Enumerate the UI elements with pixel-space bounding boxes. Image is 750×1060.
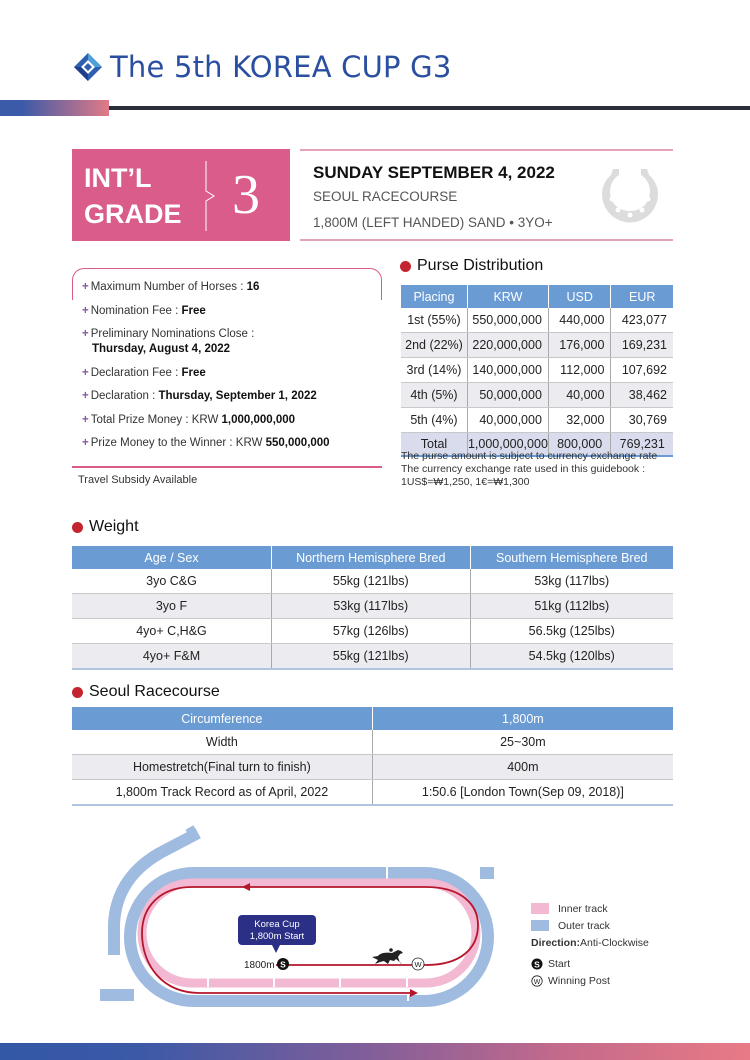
page-header (72, 50, 451, 84)
table-cell: 53kg (117lbs) (271, 594, 470, 619)
purse-heading-text: Purse Distribution (417, 257, 544, 274)
winning-post-icon (531, 975, 543, 987)
table-cell: 53kg (117lbs) (470, 569, 673, 594)
bracket-divider-icon (204, 161, 216, 231)
table-row (72, 594, 673, 619)
purse-notes (401, 450, 657, 489)
table-cell: 38,462 (611, 383, 673, 408)
outer-track-extension (100, 989, 135, 1001)
purse-table (401, 285, 673, 457)
table-row (401, 383, 673, 408)
racecourse-heading (72, 683, 220, 701)
track-map (100, 825, 520, 1015)
table-row (72, 780, 673, 806)
condition-item: + Preliminary Nominations Close : Thursday, August 4, 2022 (82, 328, 255, 355)
condition-item: + Prize Money to the Winner : KRW 550,000,000 (82, 437, 330, 449)
horse-icon (372, 948, 403, 964)
diamond-logo-icon (72, 51, 104, 83)
table-cell: Width (72, 730, 372, 755)
horseshoe-icon (599, 165, 661, 223)
legend-item (531, 900, 649, 917)
race-distance: 1,800M (LEFT HANDED) SAND • 3YO+ (313, 215, 553, 230)
table-row (72, 755, 673, 780)
legend-item (531, 955, 649, 972)
column-header: USD (548, 285, 611, 308)
racecourse-table (72, 707, 673, 806)
purse-heading (400, 257, 543, 275)
bullet-dot-icon (72, 522, 83, 533)
table-cell: 4th (5%) (401, 383, 467, 408)
table-cell: 4yo+ F&M (72, 644, 271, 670)
table-cell: Homestretch(Final turn to finish) (72, 755, 372, 780)
table-cell: 57kg (126lbs) (271, 619, 470, 644)
bullet-dot-icon (400, 261, 411, 272)
table-cell: 55kg (121lbs) (271, 644, 470, 670)
track-legend (531, 900, 649, 989)
weight-heading (72, 518, 139, 536)
table-cell: 1:50.6 [London Town(Sep 09, 2018)] (372, 780, 673, 806)
legend-label: Inner track (558, 902, 608, 915)
table-cell: 140,000,000 (467, 358, 548, 383)
purse-note: The purse amount is subject to currency exchange rate (401, 450, 658, 462)
outer-track-extension (480, 867, 494, 879)
table-cell: 1,800m Track Record as of April, 2022 (72, 780, 372, 806)
header-divider (109, 106, 750, 110)
table-cell: 2nd (22%) (401, 333, 467, 358)
column-header: EUR (611, 285, 673, 308)
bullet-dot-icon (72, 687, 83, 698)
table-cell: 1,000,000,000 (467, 433, 548, 457)
column-header: 1,800m (372, 707, 673, 730)
racecourse-heading-text: Seoul Racecourse (89, 683, 220, 700)
table-cell: 769,231 (611, 433, 673, 457)
table-header-row (401, 285, 673, 308)
weight-heading-text: Weight (89, 518, 139, 535)
table-cell: 3yo F (72, 594, 271, 619)
start-marker-symbol: S (280, 959, 286, 970)
column-header: KRW (467, 285, 548, 308)
callout-line1: Korea Cup (254, 919, 300, 930)
table-cell: 30,769 (611, 408, 673, 433)
table-cell: 55kg (121lbs) (271, 569, 470, 594)
exchange-rate-note: 1US$=₩1,250, 1€=₩1,300 (401, 476, 530, 488)
table-cell: 112,000 (548, 358, 611, 383)
legend-label: Start (548, 957, 571, 970)
grade-badge (72, 149, 290, 241)
legend-item (531, 972, 649, 989)
table-row (401, 308, 673, 333)
table-row (72, 619, 673, 644)
table-cell: 400m (372, 755, 673, 780)
table-cell: 440,000 (548, 308, 611, 333)
table-cell: 40,000,000 (467, 408, 548, 433)
table-cell: 54.5kg (120lbs) (470, 644, 673, 670)
winning-post-symbol: W (414, 960, 422, 969)
table-cell: 56.5kg (125lbs) (470, 619, 673, 644)
table-cell: 51kg (112lbs) (470, 594, 673, 619)
table-row (401, 358, 673, 383)
page-title: The 5th KOREA CUP G3 (110, 50, 452, 84)
table-cell: 176,000 (548, 333, 611, 358)
conditions-divider (72, 466, 382, 468)
table-header-row (72, 707, 673, 730)
footer-gradient-bar (0, 1043, 750, 1060)
race-venue: SEOUL RACECOURSE (313, 189, 458, 204)
outer-track-swatch (531, 920, 549, 931)
table-cell: 1st (55%) (401, 308, 467, 333)
start-distance-label: 1800m (244, 960, 275, 971)
inner-track-swatch (531, 903, 549, 914)
purse-note: The currency exchange rate used in this guidebook : (401, 463, 645, 475)
legend-label: Outer track (558, 919, 610, 932)
table-cell: 32,000 (548, 408, 611, 433)
table-cell: 169,231 (611, 333, 673, 358)
table-header-row (72, 546, 673, 569)
condition-item: + Declaration Fee : Free (82, 366, 206, 379)
condition-item: + Maximum Number of Horses : 16 (82, 281, 260, 293)
direction-value: Anti-Clockwise (580, 936, 649, 949)
grade-line1: INT’L (84, 163, 152, 193)
table-cell: 220,000,000 (467, 333, 548, 358)
table-cell: 40,000 (548, 383, 611, 408)
start-marker-icon (531, 958, 543, 970)
condition-item: + Declaration : Thursday, September 1, 2022 (82, 390, 317, 402)
svg-text:W: W (533, 978, 541, 986)
table-row (401, 333, 673, 358)
weight-table (72, 546, 673, 670)
table-cell: 550,000,000 (467, 308, 548, 333)
table-row (72, 730, 673, 755)
table-cell: 3yo C&G (72, 569, 271, 594)
svg-text:S: S (534, 959, 540, 969)
race-date: SUNDAY SEPTEMBER 4, 2022 (313, 163, 555, 182)
table-cell: 4yo+ C,H&G (72, 619, 271, 644)
table-row (72, 569, 673, 594)
legend-item (531, 917, 649, 934)
grade-number: 3 (232, 164, 260, 226)
callout-line2: 1,800m Start (249, 931, 305, 942)
table-cell: 25~30m (372, 730, 673, 755)
table-cell: 5th (4%) (401, 408, 467, 433)
table-cell: Total (401, 433, 467, 457)
column-header: Northern Hemisphere Bred (271, 546, 470, 569)
table-row (401, 408, 673, 433)
race-conditions (82, 280, 382, 460)
legend-label: Winning Post (548, 974, 610, 987)
table-row (72, 644, 673, 670)
grade-line2: GRADE (84, 199, 182, 229)
travel-subsidy-note: Travel Subsidy Available (78, 474, 198, 486)
column-header: Placing (401, 285, 467, 308)
table-cell: 800,000 (548, 433, 611, 457)
condition-item: + Total Prize Money : KRW 1,000,000,000 (82, 413, 296, 426)
table-cell: 3rd (14%) (401, 358, 467, 383)
table-cell: 107,692 (611, 358, 673, 383)
direction-label: Direction: (531, 936, 581, 949)
column-header: Southern Hemisphere Bred (470, 546, 673, 569)
column-header: Age / Sex (72, 546, 271, 569)
legend-direction (531, 934, 649, 951)
column-header: Circumference (72, 707, 372, 730)
table-cell: 423,077 (611, 308, 673, 333)
header-accent-bar (0, 100, 109, 116)
race-info-panel (300, 149, 673, 241)
condition-item: + Nomination Fee : Free (82, 304, 206, 317)
table-cell: 50,000,000 (467, 383, 548, 408)
